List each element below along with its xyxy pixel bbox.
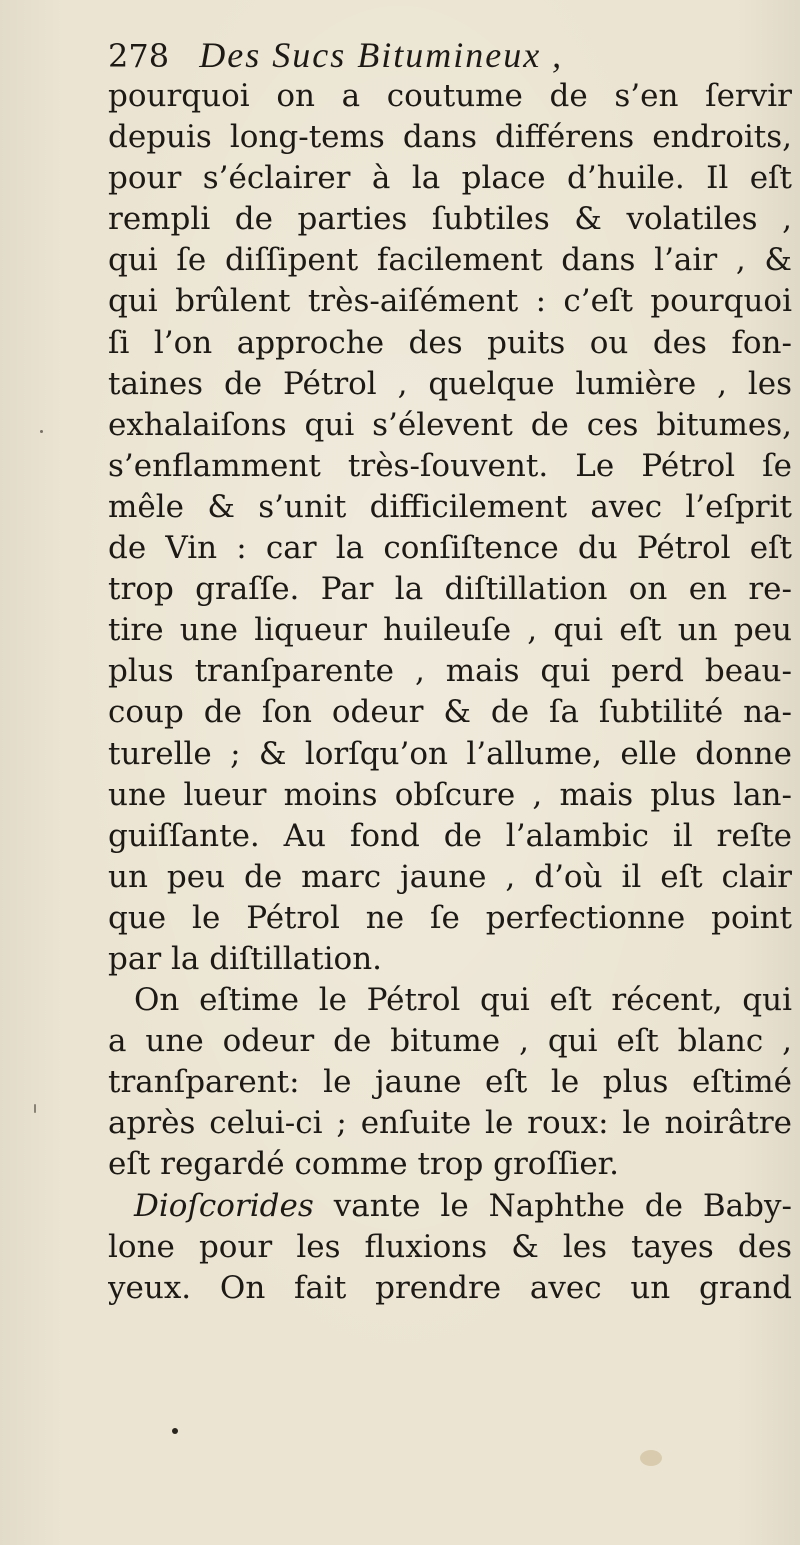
text-line: depuis long-tems dans différens endroits,	[108, 119, 792, 156]
text-line: une lueur moins obſcure , mais plus lan-	[108, 776, 792, 813]
body-text	[108, 76, 792, 1309]
text-line: plus tranſparente , mais qui perd beau-	[108, 653, 792, 690]
page-header	[108, 30, 788, 80]
ink-speck	[40, 430, 43, 433]
text-line: après celui-ci ; enſuite le roux: le noirâtre	[108, 1105, 792, 1142]
author-name: Dioſcorides	[134, 1187, 314, 1224]
text-line: qui ſe diſſipent facilement dans l’air , &	[108, 242, 792, 279]
text-line: pourquoi on a coutume de s’en ſervir	[108, 78, 792, 114]
text-line: rempli de parties ſubtiles & volatiles ,	[108, 201, 792, 238]
text-line: un peu de marc jaune , d’où il eſt clair	[108, 858, 792, 895]
text-line: qui brûlent très-aiſément : c’eſt pourquoi	[108, 283, 792, 320]
text-line: tranſparent: le jaune eſt le plus eſtimé	[108, 1064, 792, 1101]
text-line: a une odeur de bitume , qui eſt blanc ,	[108, 1023, 792, 1060]
running-title: Des Sucs Bitumineux ,	[199, 35, 564, 75]
ink-speck	[34, 1104, 36, 1113]
text-line: s’enflamment très-ſouvent. Le Pétrol ſe	[108, 447, 792, 484]
text-line: ſi l’on approche des puits ou des fon-	[108, 324, 792, 361]
page-number: 278	[108, 37, 170, 75]
text-line: par la diſtillation.	[108, 940, 383, 977]
text-line: lone pour les fluxions & les tayes des	[108, 1228, 792, 1265]
text-line: tire une liqueur huileuſe , qui eſt un peu	[108, 612, 792, 649]
text-line: yeux. On fait prendre avec un grand	[108, 1269, 792, 1306]
text-line: eſt regardé comme trop groſſier.	[108, 1146, 619, 1183]
text-line: guiſſante. Au fond de l’alambic il reſte	[108, 817, 792, 854]
text-line-rest: vante le Naphthe de Baby-	[333, 1187, 792, 1224]
text-line: mêle & s’unit difficilement avec l’eſprit	[108, 488, 792, 525]
text-line: que le Pétrol ne ſe perfectionne point	[108, 899, 792, 936]
text-line: coup de ſon odeur & de ſa ſubtilité na-	[108, 694, 792, 731]
text-line: pour s’éclairer à la place d’huile. Il eſt	[108, 160, 792, 197]
text-line: exhalaiſons qui s’élevent de ces bitumes,	[108, 406, 792, 443]
text-line-with-italic	[108, 1186, 792, 1227]
text-line: On eſtime le Pétrol qui eſt récent, qui	[134, 982, 792, 1019]
text-line: taines de Pétrol , quelque lumière , les	[108, 365, 792, 402]
text-line: trop graſſe. Par la diſtillation on en re-	[108, 571, 792, 608]
ink-speck	[172, 1428, 178, 1434]
text-line: turelle ; & lorſqu’on l’allume, elle donne	[108, 735, 792, 772]
paper-stain	[640, 1450, 662, 1466]
text-line: de Vin : car la conſiſtence du Pétrol eſt	[108, 530, 792, 567]
